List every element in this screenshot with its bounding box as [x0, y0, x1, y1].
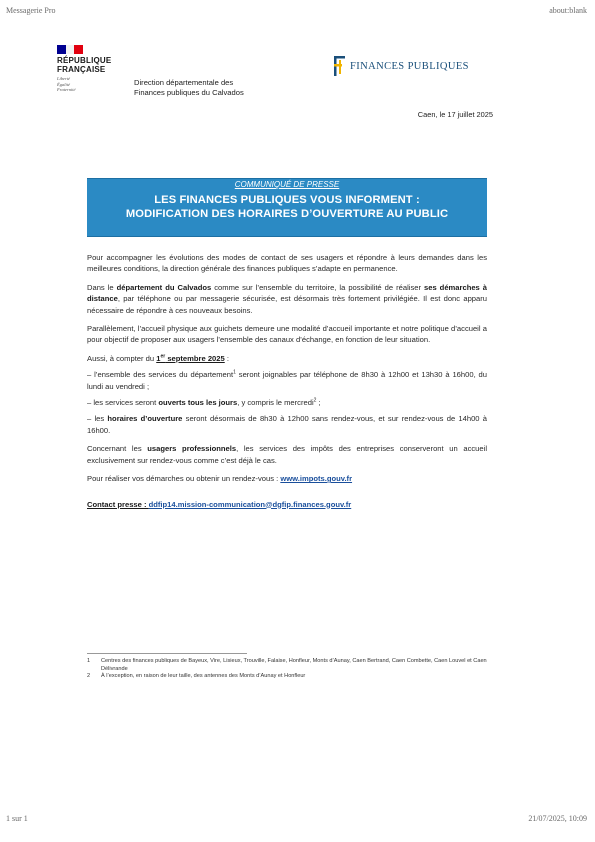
fp-emblem-icon	[331, 54, 347, 78]
press-release-body	[87, 252, 487, 517]
press-release-banner	[87, 178, 487, 237]
finances-publiques-logo	[331, 54, 469, 78]
browser-title: Messagerie Pro	[6, 6, 56, 15]
flag-icon	[57, 45, 83, 54]
banner-subtitle: COMMUNIQUÉ DE PRESSE	[234, 180, 340, 189]
paragraph-intro: Pour accompagner les évolutions des modes de contact de ses usagers et répondre à leurs demandes dans les meilleures conditions, la direction générale des finances publiques s’adapte en permanence.	[87, 253, 487, 274]
print-datetime: 21/07/2025, 10:09	[528, 814, 587, 823]
contact-presse: Contact presse : ddfip14.mission-communication@dgfip.finances.gouv.fr	[87, 499, 352, 509]
footnotes	[87, 658, 497, 681]
footnote-2: 2 À l’exception, en raison de leur taille, des antennes des Monts d’Aunay et Honfleur	[87, 673, 306, 680]
list-item-telephone: – l’ensemble des services du département$^1$ seront joignables par téléphone de 8h30 à 12h00 et 13h30 à 16h00, du lundi au vendredi ;	[87, 369, 488, 391]
banner-title-line2: MODIFICATION DES HORAIRES D’OUVERTURE AU PUBLIC	[125, 208, 449, 220]
impots-link[interactable]: www.impots.gouv.fr	[280, 474, 353, 484]
rf-motto: Liberté Égalité Fraternité	[57, 76, 76, 92]
contact-email-link[interactable]: ddfip14.mission-communication@dgfip.finances.gouv.fr	[148, 499, 352, 509]
browser-url: about:blank	[549, 6, 587, 15]
page-counter: 1 sur 1	[6, 814, 28, 823]
paragraph-demarches: Pour réaliser vos démarches ou obtenir un rendez-vous : www.impots.gouv.fr	[87, 474, 353, 484]
fp-logo-text: FINANCES PUBLIQUES	[350, 60, 469, 72]
republique-francaise-logo	[57, 45, 127, 93]
paragraph-date-effet: Aussi, à compter du 1er septembre 2025 :	[87, 353, 229, 363]
direction-name: Direction départementale des Finances publiques du Calvados	[134, 78, 244, 97]
list-item-ouverture: – les services seront ouverts tous les jours, y compris le mercredi$^2$ ;	[87, 397, 321, 408]
rf-line2: FRANÇAISE	[57, 65, 106, 74]
list-item-horaires: – les horaires d’ouverture seront désormais de 8h30 à 12h00 sans rendez-vous, et sur rendez-vous de 14h00 à 16h00.	[87, 414, 487, 435]
footnote-1: 1 Centres des finances publiques de Bayeux, Vire, Lisieux, Trouville, Falaise, Honfleur, Monts d’Aunay, Caen Bertrand, Caen Combette, Caen Louvel et Caen Délivrande	[87, 658, 487, 672]
paragraph-professionnels: Concernant les usagers professionnels, les services des impôts des entreprises conserveront un accueil exclusivement sur rendez-vous comme c’est déjà le cas.	[87, 444, 488, 465]
paragraph-accueil: Parallèlement, l’accueil physique aux guichets demeure une modalité d’accueil importante et notre politique d’accueil a pour objectif de proposer aux usagers l’ensemble des canaux d’échange, en fonction de leur situation.	[87, 324, 487, 345]
document-date: Caen, le 17 juillet 2025	[417, 110, 493, 119]
paragraph-distance: Dans le département du Calvados comme sur l’ensemble du territoire, la possibilité de réaliser ses démarches à distance, par téléphone ou par messagerie sécurisée, est désormais très fortement privilégiée. Il est donc apparu nécessaire de répondre à ces nouveaux besoins.	[87, 282, 488, 315]
rf-line1: RÉPUBLIQUE	[57, 56, 112, 65]
footnote-divider	[87, 653, 247, 654]
banner-title-line1: LES FINANCES PUBLIQUES VOUS INFORMENT :	[154, 194, 420, 206]
